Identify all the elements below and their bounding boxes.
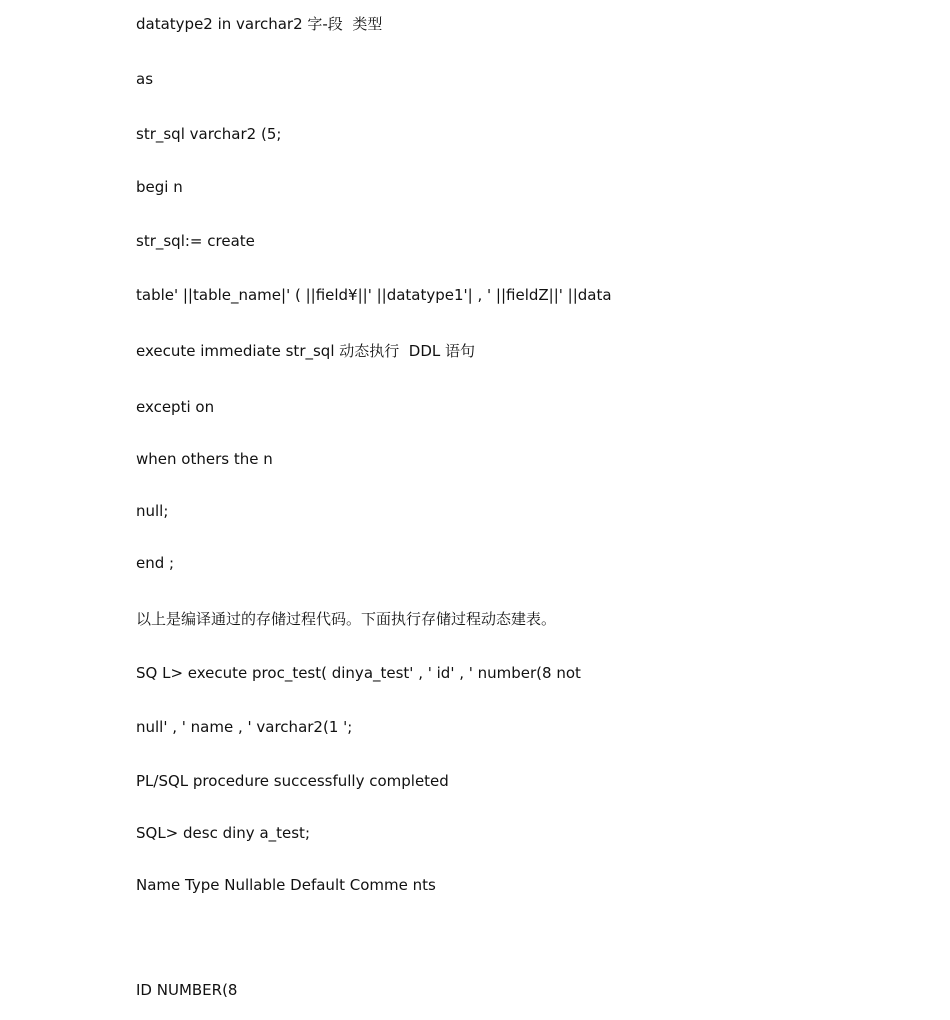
- code-line-1: datatype2 in varchar2 字-段 类型: [136, 15, 383, 33]
- sql-line-1: SQ L> execute proc_test( dinya_test' , ' id' , ' number(8 not: [136, 664, 581, 682]
- code-line-3: str_sql varchar2 (5;: [136, 125, 282, 143]
- code-line-4: begi n: [136, 178, 183, 196]
- sql-line-3: SQL> desc diny a_test;: [136, 824, 310, 842]
- code-line-6: table' ||table_name|' ( ||field¥||' ||datatype1'| , ' ||fieldZ||' ||data: [136, 286, 612, 304]
- table-header-line: Name Type Nullable Default Comme nts: [136, 876, 436, 894]
- table-row-line: ID NUMBER(8: [136, 981, 238, 999]
- code-line-9: when others the n: [136, 450, 273, 468]
- sql-output-line: PL/SQL procedure successfully completed: [136, 772, 449, 790]
- code-line-7: execute immediate str_sql 动态执行 DDL 语句: [136, 342, 476, 360]
- code-line-8: excepti on: [136, 398, 215, 416]
- code-line-5: str_sql:= create: [136, 232, 255, 250]
- description-paragraph: 以上是编译通过的存储过程代码。下面执行存储过程动态建表。: [136, 610, 557, 628]
- code-line-2: as: [136, 70, 154, 88]
- code-line-11: end ;: [136, 554, 175, 572]
- code-line-10: null;: [136, 502, 169, 520]
- sql-line-2: null' , ' name , ' varchar2(1 ';: [136, 718, 353, 736]
